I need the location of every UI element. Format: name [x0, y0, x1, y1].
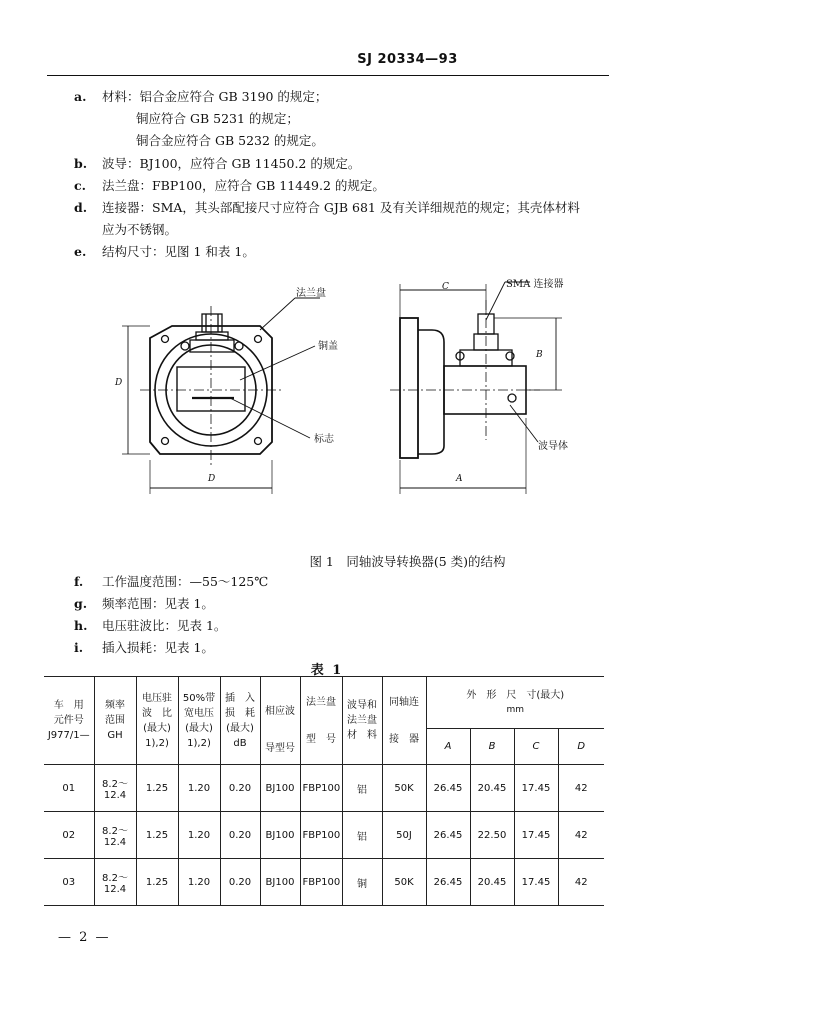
- cell-flange: FBP100: [300, 859, 342, 906]
- cell-vswr: 1.25: [136, 859, 178, 906]
- item-a-line3: 铜合金应符合 GB 5232 的规定。: [136, 133, 324, 148]
- cell-connector: 50K: [382, 859, 426, 906]
- side-view: [390, 282, 562, 494]
- cell-waveguide: BJ100: [260, 765, 300, 812]
- cell-material: 铜: [342, 859, 382, 906]
- cell-connector: 50K: [382, 765, 426, 812]
- header-vswr: 电压驻 波 比 (最大) 1),2): [136, 677, 178, 765]
- item-label: a.: [74, 89, 87, 104]
- item-label: f.: [74, 574, 84, 589]
- cell-dim-d: 42: [558, 812, 604, 859]
- cell-freq: 8.2～ 12.4: [94, 765, 136, 812]
- cell-dim-d: 42: [558, 859, 604, 906]
- header-dim-b: B: [470, 729, 514, 765]
- item-label: d.: [74, 200, 88, 215]
- item-label: h.: [74, 618, 88, 633]
- cell-freq: 8.2～ 12.4: [94, 812, 136, 859]
- label-dim-a: A: [456, 474, 463, 484]
- cell-vswr: 1.25: [136, 812, 178, 859]
- cell-connector: 50J: [382, 812, 426, 859]
- cell-part-no: 03: [44, 859, 94, 906]
- cell-part-no: 01: [44, 765, 94, 812]
- header-frequency: 频率 范围 GH: [94, 677, 136, 765]
- front-view: [122, 298, 320, 494]
- label-copper-cap: 铜盖: [318, 341, 338, 352]
- header-dim-a: A: [426, 729, 470, 765]
- figure-1-drawing: [110, 270, 630, 510]
- cell-dim-b: 20.45: [470, 765, 514, 812]
- item-text: 连接器：SMA，其头部配接尺寸应符合 GJB 681 及有关详细规范的规定；其壳体材料: [102, 200, 580, 215]
- standard-number-header: SJ 20334—93: [357, 52, 458, 67]
- cell-loss: 0.20: [220, 812, 260, 859]
- header-rule: [47, 75, 609, 76]
- cell-dim-b: 20.45: [470, 859, 514, 906]
- label-dim-c: C: [442, 282, 449, 292]
- label-sma-connector: SMA 连接器: [506, 279, 564, 290]
- cell-flange: FBP100: [300, 812, 342, 859]
- cell-dim-a: 26.45: [426, 765, 470, 812]
- table-row: [44, 859, 604, 906]
- header-connector: 同轴连 接 器: [382, 677, 426, 765]
- cell-dim-b: 22.50: [470, 812, 514, 859]
- cell-dim-a: 26.45: [426, 859, 470, 906]
- label-marker: 标志: [314, 434, 334, 445]
- header-dim-d: D: [558, 729, 604, 765]
- figure-caption: 图 1 同轴波导转换器(5 类)的结构: [309, 554, 506, 569]
- item-text: 材料：铝合金应符合 GB 3190 的规定；: [102, 89, 328, 104]
- cell-part-no: 02: [44, 812, 94, 859]
- cell-material: 铝: [342, 765, 382, 812]
- header-vswr-50: 50%带 宽电压 (最大) 1),2): [178, 677, 220, 765]
- label-flange: 法兰盘: [296, 288, 326, 299]
- header-part-no: 车 用 元件号 J977/1—: [44, 677, 94, 765]
- item-label: i.: [74, 640, 84, 655]
- label-dim-d-horizontal: D: [208, 474, 216, 484]
- cell-dim-c: 17.45: [514, 765, 558, 812]
- item-text: 插入损耗：见表 1。: [102, 640, 214, 655]
- item-d-line2: 应为不锈钢。: [102, 222, 178, 237]
- label-waveguide-body: 波导体: [538, 441, 568, 452]
- cell-waveguide: BJ100: [260, 859, 300, 906]
- cell-flange: FBP100: [300, 765, 342, 812]
- item-label: e.: [74, 244, 87, 259]
- cell-dim-c: 17.45: [514, 859, 558, 906]
- cell-vswr: 1.25: [136, 765, 178, 812]
- header-dim-c: C: [514, 729, 558, 765]
- table-row: [44, 812, 604, 859]
- table-title: 表 1: [310, 663, 344, 678]
- item-a-line2: 铜应符合 GB 5231 的规定；: [136, 111, 299, 126]
- cell-vswr50: 1.20: [178, 812, 220, 859]
- header-material: 波导和 法兰盘 材 料: [342, 677, 382, 765]
- item-text: 结构尺寸：见图 1 和表 1。: [102, 244, 255, 259]
- header-flange-type: 法兰盘 型 号: [300, 677, 342, 765]
- cell-dim-c: 17.45: [514, 812, 558, 859]
- item-text: 工作温度范围：—55～125℃: [102, 574, 269, 589]
- cell-loss: 0.20: [220, 765, 260, 812]
- cell-dim-d: 42: [558, 765, 604, 812]
- header-waveguide-type: 相应波 导型号: [260, 677, 300, 765]
- cell-vswr50: 1.20: [178, 765, 220, 812]
- label-dim-b: B: [536, 350, 543, 360]
- header-dimensions: 外 形 尺 寸(最大) mm: [426, 677, 604, 729]
- header-insertion-loss: 插 入 损 耗 (最大) dB: [220, 677, 260, 765]
- item-label: g.: [74, 596, 88, 611]
- cell-loss: 0.20: [220, 859, 260, 906]
- cell-dim-a: 26.45: [426, 812, 470, 859]
- cell-material: 铝: [342, 812, 382, 859]
- item-label: b.: [74, 156, 88, 171]
- item-text: 波导：BJ100，应符合 GB 11450.2 的规定。: [102, 156, 361, 171]
- table-row: [44, 765, 604, 812]
- item-text: 频率范围：见表 1。: [102, 596, 214, 611]
- spec-table: [44, 676, 604, 906]
- label-dim-d-vertical: D: [115, 378, 123, 388]
- cell-waveguide: BJ100: [260, 812, 300, 859]
- cell-vswr50: 1.20: [178, 859, 220, 906]
- item-text: 电压驻波比：见表 1。: [102, 618, 227, 633]
- item-label: c.: [74, 178, 86, 193]
- item-text: 法兰盘：FBP100，应符合 GB 11449.2 的规定。: [102, 178, 385, 193]
- cell-freq: 8.2～ 12.4: [94, 859, 136, 906]
- page-number: — 2 —: [58, 930, 111, 945]
